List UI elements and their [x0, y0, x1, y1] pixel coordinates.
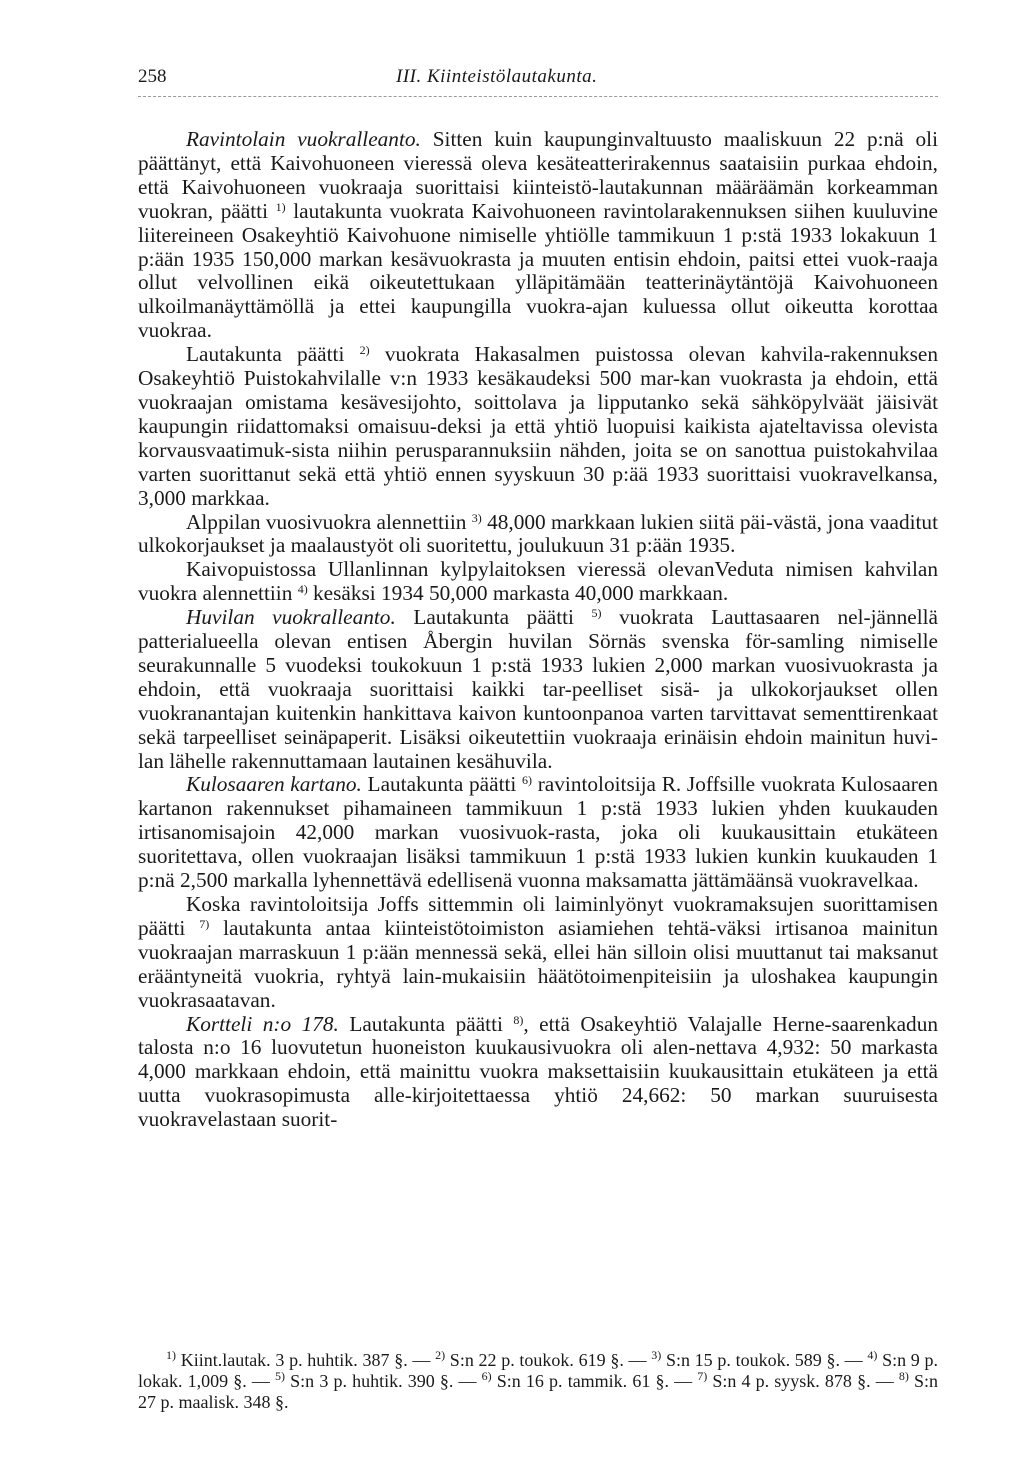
footnote-marker: 2)	[359, 343, 370, 358]
footnote-marker: 3)	[651, 1348, 662, 1362]
body-text	[138, 128, 938, 1132]
footnote-marker: 6)	[481, 1369, 492, 1383]
page-number: 258	[138, 66, 167, 87]
paragraph-text: Lautakunta päätti	[395, 605, 592, 630]
paragraph-text: ravintoloitsija R. Joffsille vuokrata Kulosaaren kartanon rakennukset pihamaineen tammikuun 1 p:stä 1933 lukien yhden kuukauden irtisanomisajoin 42,000 markan vuosivuok-rasta, joka oli kuukausittain etukäteen suoritettava, ollen vuokraajan lisäksi tammikuun 1 p:stä 1933 lukien kunkin kuukauden 1 p:nä 2,500 markalla lyhennettävä edellisenä vuonna maksamatta jättämäänsä vuokravelkaa.	[138, 772, 938, 893]
paragraph-text: S:n 3 p. huhtik. 390 §. —	[285, 1371, 482, 1391]
footnote-marker: 6)	[522, 773, 533, 788]
footnote-paragraph	[138, 1350, 938, 1413]
footnote-marker: 4)	[297, 582, 308, 597]
paragraph-text: Kaivopuistossa Ullanlinnan kylpylaitoksen vieressä olevanVeduta nimisen kahvilan vuokra alennettiin	[138, 557, 938, 606]
paragraph-text: Sitten kuin kaupunginvaltuusto maaliskuun 22 p:nä oli päättänyt, että Kaivohuoneen vieressä oleva kesäteatterirakennus saataisiin purkaa ehdoin, että Kaivohuoneen vuokraaja suorittaisi kiinteistö-lautakunnan määräämän korkeamman vuokran, päätti	[138, 127, 938, 223]
section-heading: Huvilan vuokralleanto.	[186, 605, 396, 630]
section-heading: Kulosaaren kartano.	[186, 772, 362, 797]
paragraph-text: S:n 4 p. syysk. 878 §. —	[707, 1371, 899, 1391]
body-paragraph	[138, 606, 938, 773]
paragraph-text: , että Osakeyhtiö Valajalle Herne-saarenkadun talosta n:o 16 luovutetun huoneiston kuukausivuokra oli alen-nettava 4,932: 50 markasta 4,000 markkaan ehdoin, että mainittu vuokra maksettaisiin kuukausittain etukäteen ja että uutta vuokrasopimusta alle-kirjoitettaessa yhtiö 24,662: 50 markan suuruisesta vuokravelastaan suorit-	[138, 1011, 938, 1132]
paragraph-text: vuokrata Hakasalmen puistossa olevan kahvila-rakennuksen Osakeyhtiö Puistokahvilalle v:n 1933 kesäkaudeksi 500 mar-kan vuokrasta ja ehdoin, että vuokraajan omistama kesävesijohto, soittolava ja lipputanko sekä sähköpylväät jäisivät kaupungin riidattomaksi omaisuu-deksi ja että yhtiö luopuisi kaikista ajateltavissa olevista korvausvaatimuk-sista niihin perusparannuksiin nähden, joita se on sanottua puistokahvilaa varten suorittanut sekä että yhtiö ennen syyskuun 30 p:ää 1933 suorittaisi vuokravelkansa, 3,000 markkaa.	[138, 342, 939, 510]
footnote-marker: 7)	[199, 916, 210, 931]
body-paragraph	[138, 128, 938, 343]
footnote-marker: 5)	[591, 606, 602, 621]
paragraph-text: 48,000 markkaan lukien siitä päi-västä, jona vaaditut ulkokorjaukset ja maalaustyöt oli suoritettu, joulukuun 31 p:ään 1935.	[138, 509, 938, 558]
footnote-marker: 1)	[275, 199, 286, 214]
footnote-marker: 3)	[471, 510, 482, 525]
section-heading: Ravintolain vuokralleanto.	[186, 127, 421, 151]
paragraph-text: S:n 15 p. toukok. 589 §. —	[661, 1350, 868, 1370]
footnote-marker: 2)	[435, 1348, 446, 1362]
paragraph-text: Lautakunta päätti	[338, 1011, 514, 1036]
paragraph-text: Koska ravintoloitsija Joffs sittemmin oli laiminlyönyt vuokramaksujen suorittamisen päätti	[138, 892, 938, 940]
body-paragraph	[138, 773, 938, 893]
footnote-marker: 4)	[867, 1348, 878, 1362]
footnotes	[138, 1350, 938, 1413]
header-rule	[138, 96, 938, 97]
body-paragraph	[138, 343, 938, 510]
body-paragraph	[138, 893, 938, 1013]
footnote-marker: 5)	[275, 1369, 286, 1383]
paragraph-text: vuokrata Lauttasaaren nel-jännellä patterialueella olevan entisen Åbergin huvilan Sörnäs svenska för-samling nimiselle seurakunnalle 5 vuodeksi toukokuun 1 p:stä 1933 lukien 2,000 markan vuosivuokrasta ja ehdoin, että vuokraaja suorittaisi kaikki tar-peelliset sisä- ja ulkokorjaukset ollen vuokranantajan kuitenkin hankittava kaivon kuntoonpanoa varten tarvittavat sementtirenkaat sekä tarpeelliset seinäpaperit. Lisäksi oikeutettiin vuokraaja erinäisin ehdoin mainitun huvi-lan lähelle rakennuttamaan lautainen kesähuvila.	[138, 605, 938, 773]
footnote-marker: 7)	[697, 1369, 708, 1383]
paragraph-text: S:n 22 p. toukok. 619 §. —	[445, 1350, 652, 1370]
paragraph-text: Lautakunta päätti	[361, 772, 523, 797]
body-paragraph	[138, 511, 938, 559]
page-header	[138, 66, 938, 96]
footnote-marker: 8)	[513, 1012, 524, 1027]
paragraph-text: lautakunta antaa kiinteistötoimiston asiamiehen tehtä-väksi irtisanoa mainitun vuokraajan marraskuun 1 p:ään mennessä sekä, ellei hän silloin olisi muuttanut tai maksanut erääntyneitä vuokria, ryhtyä lain-mukaisiin häätötoimenpiteisiin ja uloshakea kaupungin vuokrasaatavan.	[138, 915, 938, 1012]
running-title: III. Kiinteistölautakunta.	[396, 66, 598, 87]
paragraph-text: S:n 27 p. maalisk. 348 §.	[138, 1371, 938, 1412]
paragraph-text: S:n 9 p. lokak. 1,009 §. —	[138, 1350, 939, 1391]
section-heading: Kortteli n:o 178.	[186, 1011, 339, 1036]
paragraph-text: lautakunta vuokrata Kaivohuoneen ravintolarakennuksen siihen kuuluvine liitereineen Osakeyhtiö Kaivohuone nimiselle yhtiölle tammikuun 1 p:stä 1933 lokakuun 1 p:ään 1935 150,000 markan kesävuokrasta ja muuten entisin ehdoin, paitsi ettei vuok-raaja ollut velvollinen eikä oikeutettukaan ylläpitämään teatterinäytäntöjä Kaivohuoneen ulkoilmanäyttämöllä ja ettei kaupungilla vuokra-ajan kuluessa ollut oikeutta korottaa vuokraa.	[138, 198, 938, 343]
paragraph-text: S:n 16 p. tammik. 61 §. —	[491, 1371, 698, 1391]
footnote-marker: 1)	[166, 1348, 176, 1362]
paragraph-text: Alppilan vuosivuokra alennettiin	[186, 509, 472, 534]
body-paragraph	[138, 558, 938, 606]
paragraph-text: Kiint.lautak. 3 p. huhtik. 387 §. —	[176, 1350, 436, 1370]
body-paragraph	[138, 1013, 938, 1133]
footnote-marker: 8)	[898, 1369, 909, 1383]
paragraph-text: kesäksi 1934 50,000 markasta 40,000 markkaan.	[307, 581, 729, 606]
paragraph-text: Lautakunta päätti	[186, 342, 360, 367]
